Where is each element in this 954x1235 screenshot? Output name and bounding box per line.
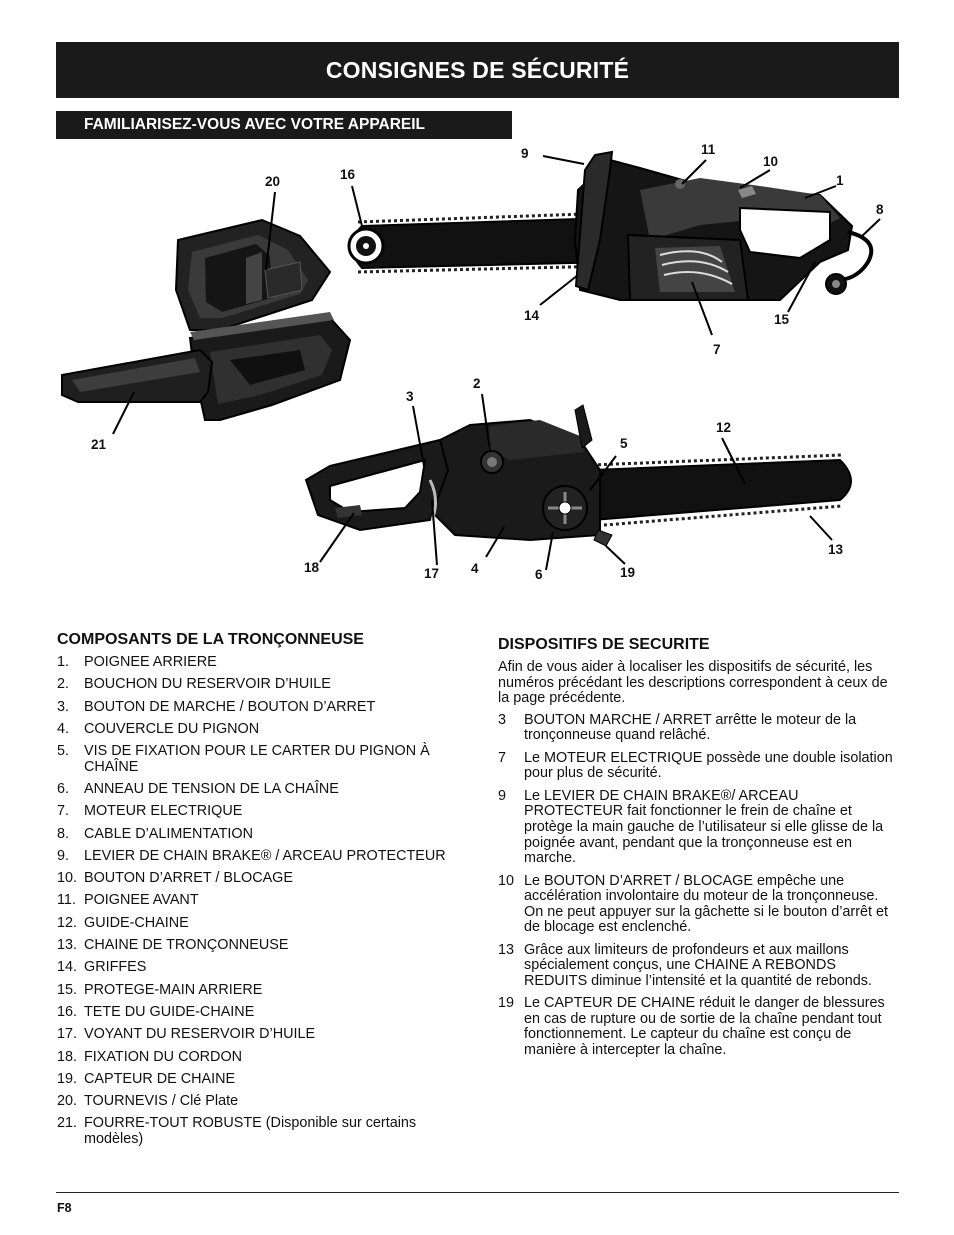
component-item-number: 11. (57, 892, 76, 909)
component-item-text: BOUTON D’ARRET / BLOCAGE (84, 870, 293, 887)
callout-10: 10 (763, 154, 779, 169)
component-item-number: 10. (57, 870, 78, 887)
component-item-number: 6. (57, 780, 70, 797)
component-item-text: TOURNEVIS / Clé Plate (84, 1093, 239, 1110)
safety-item (498, 996, 898, 1058)
component-item-text: COUVERCLE DU PIGNON (84, 720, 260, 737)
component-item-text: LEVIER DE CHAIN BRAKE® / ARCEAU PROTECTEUR (84, 847, 446, 864)
callout-18: 18 (304, 560, 320, 575)
chainsaw-drawing (0, 0, 954, 610)
component-item (57, 827, 477, 843)
callout-13: 13 (828, 542, 844, 557)
components-heading: COMPOSANTS DE LA TRONÇONNEUSE (57, 631, 364, 648)
safety-item-text: Le MOTEUR ELECTRIQUE possède une double isolation pour plus de sécurité. (524, 749, 893, 782)
component-item (57, 1116, 477, 1147)
components-list (57, 655, 477, 1147)
component-item-number: 7. (57, 803, 70, 820)
component-item-text: CHAINE DE TRONÇONNEUSE (84, 937, 289, 954)
callout-6: 6 (535, 567, 543, 582)
safety-section (498, 636, 898, 1065)
callout-4: 4 (471, 561, 479, 576)
callout-15: 15 (774, 312, 790, 327)
callout-11: 11 (701, 142, 716, 157)
callout-19: 19 (620, 565, 636, 580)
component-item-text: PROTEGE-MAIN ARRIERE (84, 981, 263, 998)
safety-item (498, 751, 898, 782)
callout-3: 3 (406, 389, 414, 404)
chainsaw-top-image (349, 152, 871, 300)
component-item-text: GRIFFES (84, 959, 147, 976)
components-section (57, 631, 477, 1154)
callout-16: 16 (340, 167, 356, 182)
component-item (57, 1027, 477, 1043)
page-number: F8 (57, 1201, 72, 1215)
callout-21: 21 (91, 437, 107, 452)
component-item-text: POIGNEE ARRIERE (84, 654, 217, 670)
component-item (57, 1094, 477, 1110)
callout-14: 14 (524, 308, 540, 323)
component-item (57, 722, 477, 738)
component-item-text: CAPTEUR DE CHAINE (84, 1070, 236, 1087)
safety-item-text: Le BOUTON D’ARRET / BLOCAGE empêche une accélération involontaire du moteur de la tronçonneuse. On ne peut appuyer sur la gâchette si le bouton d’arrêt et de blocage est enclenché. (524, 872, 888, 936)
callout-5: 5 (620, 436, 628, 451)
safety-item-text: BOUTON MARCHE / ARRET arrêtte le moteur de la tronçonneuse quand relâché. (524, 711, 857, 744)
safety-item-number: 9 (498, 787, 507, 804)
safety-item-text: Grâce aux limiteurs de profondeurs et aux maillons spécialement conçus, une CHAINE A REBONDS REDUITS diminue l’intensité et la quantité de rebonds. (524, 941, 872, 989)
carry-case-image (62, 220, 350, 420)
callout-2: 2 (473, 376, 481, 391)
component-item-text: POIGNEE AVANT (84, 892, 199, 909)
component-item (57, 960, 477, 976)
component-item (57, 893, 477, 909)
component-item-number: 13. (57, 937, 78, 954)
component-item-number: 4. (57, 720, 70, 737)
section-title: FAMILIARISEZ-VOUS AVEC VOTRE APPAREIL (56, 111, 512, 139)
component-item-text: FOURRE-TOUT ROBUSTE (Disponible sur certains modèles) (84, 1115, 417, 1147)
component-item-text: GUIDE-CHAINE (84, 914, 189, 931)
component-item-text: FIXATION DU CORDON (84, 1048, 243, 1065)
callout-17: 17 (424, 566, 440, 581)
component-item (57, 655, 477, 671)
callout-8: 8 (876, 202, 884, 217)
component-item (57, 871, 477, 887)
callout-7: 7 (713, 342, 721, 357)
safety-item-text: Le CAPTEUR DE CHAINE réduit le danger de blessures en cas de rupture ou de sortie de la chaîne pendant tout fonctionnement. Le capteur du chaîne est conçu de manière à intercepter la chaîne. (524, 995, 885, 1059)
component-item-number: 2. (57, 676, 70, 693)
component-item-number: 15. (57, 981, 78, 998)
component-item-number: 19. (57, 1070, 78, 1087)
component-item (57, 700, 477, 716)
safety-heading: DISPOSITIFS DE SECURITE (498, 636, 710, 653)
component-item (57, 938, 477, 954)
safety-item (498, 943, 898, 990)
chainsaw-bottom-image (306, 405, 851, 546)
chainsaw-illustration (0, 0, 954, 610)
component-item-text: TETE DU GUIDE-CHAINE (84, 1003, 255, 1020)
component-item (57, 983, 477, 999)
component-item-number: 12. (57, 914, 78, 931)
component-item-number: 14. (57, 959, 78, 976)
safety-item (498, 789, 898, 867)
safety-item-text: Le LEVIER DE CHAIN BRAKE®/ ARCEAU PROTECTEUR fait fonctionner le frein de chaîne et protège la main gauche de l’utilisateur si elle glisse de la poignée avant, pendant que la tronçonneuse est en marche. (524, 787, 884, 867)
component-item-text: BOUCHON DU RESERVOIR D’HUILE (84, 676, 331, 693)
component-item (57, 1050, 477, 1066)
safety-intro: Afin de vous aider à localiser les dispositifs de sécurité, les numéros précédant les descriptions correspondent à ceux de la page précédente. (498, 659, 888, 707)
safety-item-number: 10 (498, 872, 515, 889)
safety-list (498, 713, 898, 1059)
component-item-number: 9. (57, 847, 70, 864)
safety-item-number: 7 (498, 749, 507, 766)
component-item-number: 21. (57, 1115, 78, 1132)
component-item-number: 8. (57, 825, 70, 842)
component-item-text: ANNEAU DE TENSION DE LA CHAÎNE (84, 780, 339, 797)
component-item (57, 1005, 477, 1021)
component-item (57, 804, 477, 820)
component-item-number: 18. (57, 1048, 78, 1065)
component-item (57, 782, 477, 798)
callout-1: 1 (836, 173, 844, 188)
safety-item-number: 19 (498, 995, 515, 1012)
footer-divider (56, 1192, 899, 1193)
safety-item (498, 874, 898, 936)
callout-9: 9 (521, 146, 529, 161)
component-item (57, 677, 477, 693)
component-item-text: VIS DE FIXATION POUR LE CARTER DU PIGNON À CHAÎNE (84, 743, 430, 775)
safety-item-number: 3 (498, 711, 507, 728)
component-item (57, 744, 477, 775)
callout-12: 12 (716, 420, 732, 435)
component-item-text: CABLE D’ALIMENTATION (84, 825, 253, 842)
component-item (57, 849, 477, 865)
component-item-text: VOYANT DU RESERVOIR D’HUILE (84, 1026, 316, 1043)
safety-item (498, 713, 898, 744)
component-item-number: 16. (57, 1003, 78, 1020)
page-title: CONSIGNES DE SÉCURITÉ (56, 42, 899, 98)
safety-item-number: 13 (498, 941, 515, 958)
component-item-number: 5. (57, 743, 70, 760)
component-item-number: 3. (57, 698, 70, 715)
component-item (57, 916, 477, 932)
component-item-number: 1. (57, 654, 70, 670)
component-item-text: MOTEUR ELECTRIQUE (84, 803, 243, 820)
component-item-number: 17. (57, 1026, 78, 1043)
component-item (57, 1072, 477, 1088)
component-item-number: 20. (57, 1093, 78, 1110)
component-item-text: BOUTON DE MARCHE / BOUTON D’ARRET (84, 698, 376, 715)
callout-20: 20 (265, 174, 281, 189)
